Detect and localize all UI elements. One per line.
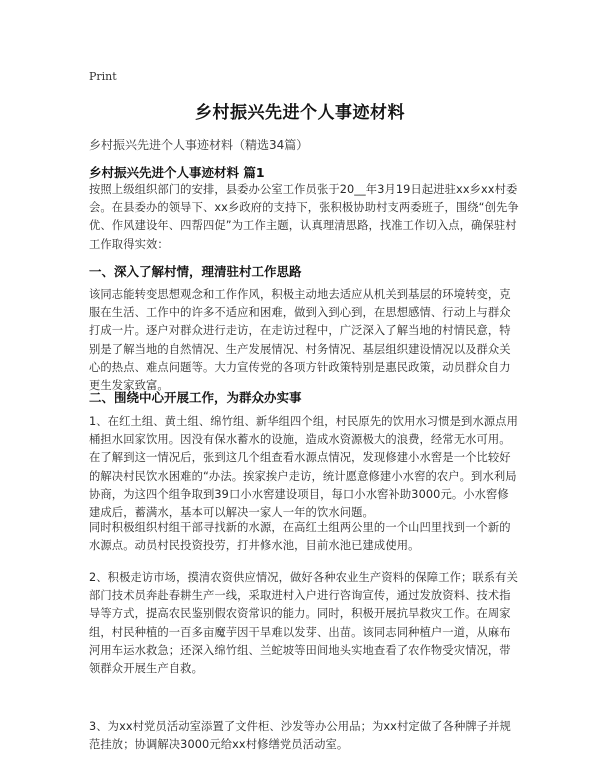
paragraph-new-water-source: 同时积极组织村组干部寻找新的水源，在高红土组两公里的一个山凹里找到一个新的水源点。动员村民投资投劳，打井修水池，目前水池已建成使用。 [89,521,511,553]
page-subtitle: 乡村振兴先进个人事迹材料（精选34篇） [89,138,309,152]
heading-understand-village: 一、深入了解村情，理清驻村工作思路 [89,264,302,279]
paragraph-farm-supplies: 2、积极走访市场，摸清农资供应情况，做好各种农业生产资料的保障工作；联系有关部门技术员奔赴春耕生产一线，采取进村入户进行咨询宣传，通过发放资料、技术指导等方式，提高农民鉴别假农资常识的能力。同时，积极开展抗旱救灾工作。在周家组，村民种植的一百多亩魔芋因干旱难以发芽、出苗。该同志同种植户一道，从麻布河用车运水救急；还深入绵竹组、兰蛇坡等田间地头实地查看了农作物受灾情况，带领群众开展生产自救。 [89,571,518,676]
paragraph-water-cellars: 1、在红土组、黄土组、绵竹组、新华组四个组，村民原先的饮用水习惯是到水源点用桶担水回家饮用。因没有保水蓄水的设施，造成水资源极大的浪费，经常无水可用。在了解到这一情况后，张到这几个组查看水源点情况，发现修建小水窖是一个比较好的解决村民饮水困难的“办法。挨家挨户走访，统计愿意修建小水窖的农户。到水利局协商，为这四个组争取到39口小水窖建设项目，每口小水窖补助3000元。小水窖修建成后，蓄满水，基本可以解决一家人一年的饮水问题。 [89,415,518,520]
heading-serve-masses: 二、围绕中心开展工作，为群众办实事 [89,390,302,405]
print-link[interactable]: Print [89,70,117,83]
paragraph-understand-village: 该同志能转变思想观念和工作作风，积极主动地去适应从机关到基层的环境转变，克服在生活、工作中的许多不适应和困难，做到入到心到，在思想感情、行动上与群众打成一片。逐户对群众进行走访，在走访过程中，广泛深入了解当地的村情民意，特别是了解当地的自然情况、生产发展情况、村务情况、基层组织建设情况以及群众关心的热点、难点问题等。大力宣传党的各项方针政策特别是惠民政策，动员群众自力更生发家致富。 [89,288,511,393]
intro-paragraph: 按照上级组织部门的安排，县委办公室工作员张于20__年3月19日起进驻xx乡xx村委会。在县委办的领导下、xx乡政府的支持下，张积极协助村支两委班子，围绕“创先争优、作风建设年、四帮四促”为工作主题，认真理清思路，找准工作切入点，确保驻村工作取得实效： [89,183,519,251]
page-title: 乡村振兴先进个人事迹材料 [195,103,405,123]
paragraph-party-room: 3、为xx村党员活动室添置了文件柜、沙发等办公用品；为xx村定做了各种牌子并规范挂放；协调解决3000元给xx村修缮党员活动室。 [89,720,511,752]
section-title: 乡村振兴先进个人事迹材料 篇1 [89,165,265,180]
